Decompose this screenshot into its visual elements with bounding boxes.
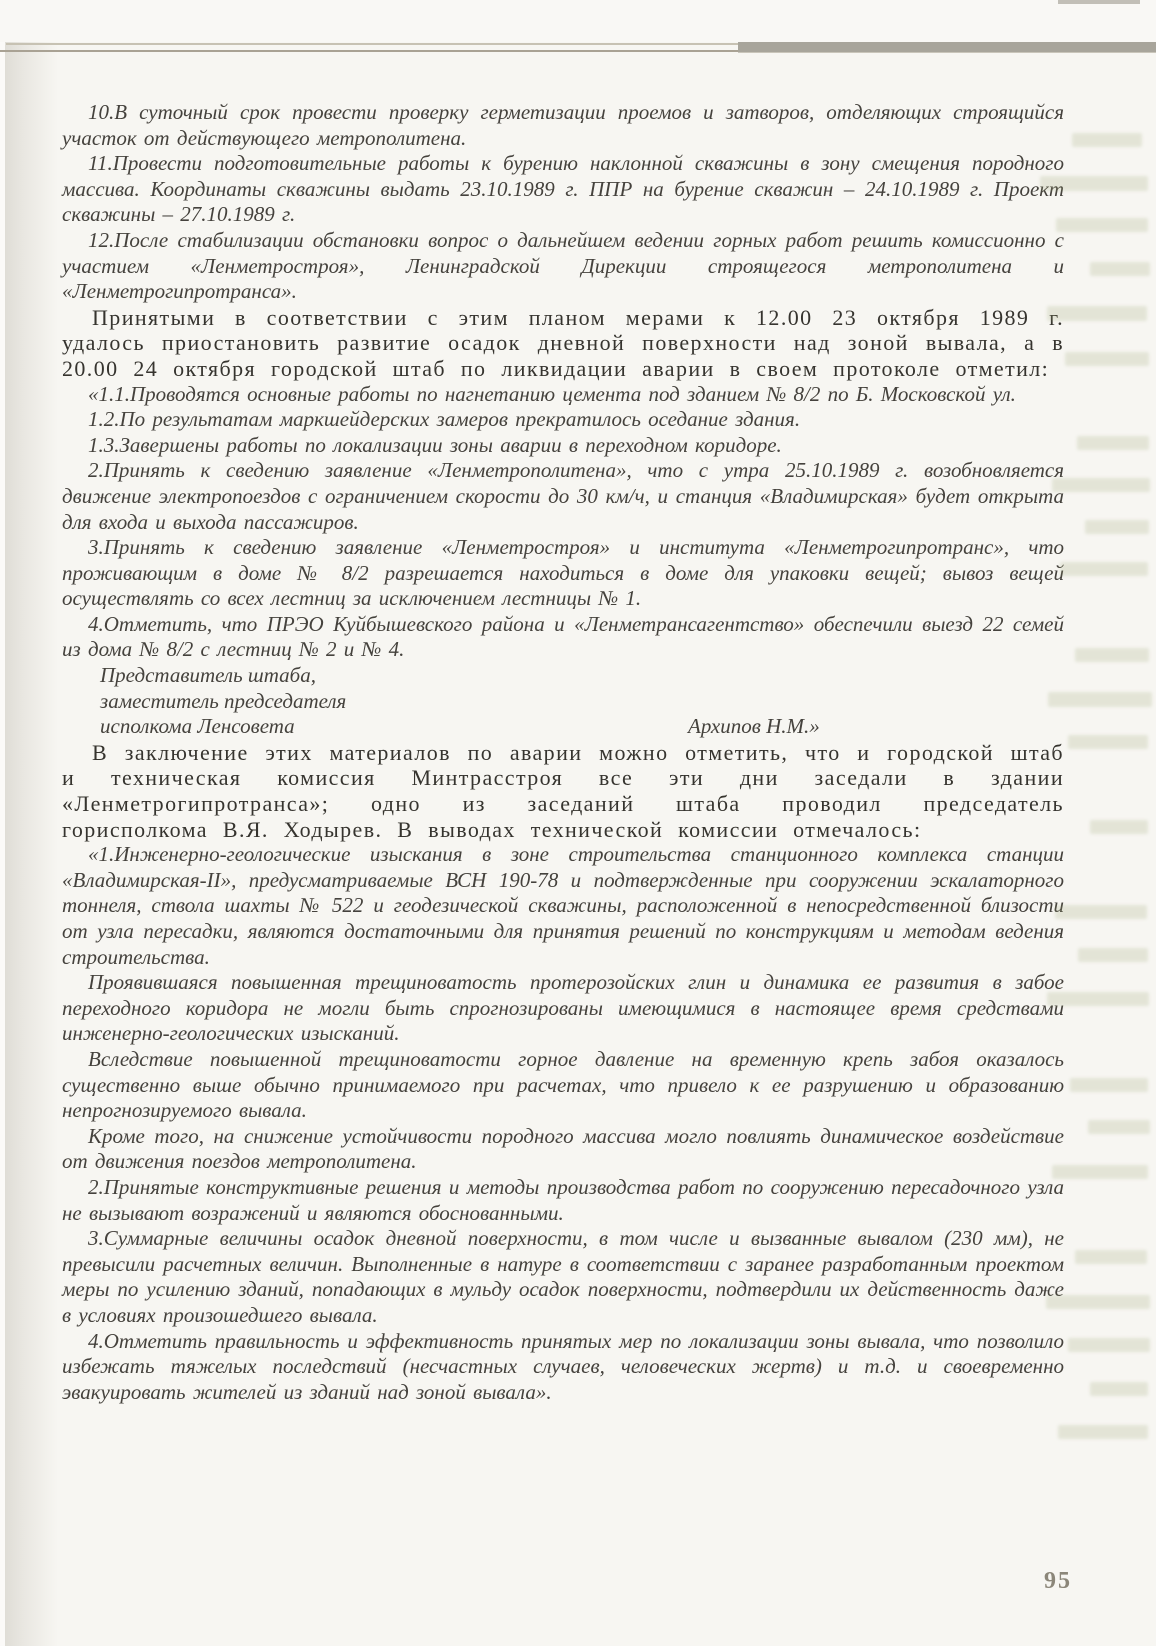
paragraph-conclusion-4: 4.Отметить правильность и эффективность принятых мер по локализации зоны вывала, что позволило избежать тяжелых последствий (несчастных случаев, человеческих жертв) и т.д. и своевременно эвакуировать жителей из зданий над зоной вывала». [62,1328,1064,1404]
bleed-through-mark [1072,133,1142,147]
bleed-through-mark [1070,1078,1148,1092]
paragraph-narrative-2: В заключение этих материалов по аварии можно отметить, что и городской штаб и техническая комиссия Минтрасстроя все эти дни заседали в здании «Ленметрогипротранса»; одно из заседаний штаба проводил председатель горисполкома В.Я. Ходырев. В выводах технической комиссии отмечалось: [62,739,1064,842]
bleed-through-mark [1040,176,1148,191]
header-rule-band [738,42,1156,52]
bleed-through-mark [1090,1382,1148,1396]
bleed-through-mark [1047,992,1149,1006]
bleed-through-mark [1075,1250,1147,1264]
paragraph-conclusion-3: 3.Суммарные величины осадок дневной поверхности, в том числе и вызванные вывалом (230 мм), не превысили расчетных величин. Выполненные в натуре в соответствии с заранее разработанным проектом меры по усилению зданий, попадающих в мульду осадок поверхности, подтвердили их действенность даже в условиях произошедшего вывала. [62,1226,1064,1327]
bleed-through-mark [1075,648,1149,662]
paragraph-item-11: 11.Провести подготовительные работы к бурению наклонной скважины в зону смещения породного массива. Координаты скважины выдать 23.10.1989 г. ППР на бурение скважин – 24.10.1989 г. Проект скважины – 27.10.1989 г. [62,151,1064,227]
header-rule-thin-upper [6,43,738,45]
bleed-through-mark [1056,218,1148,232]
page-curl-shadow [0,0,58,1646]
bleed-through-mark [1060,562,1148,576]
signature-line: Представитель штаба, [100,663,316,688]
scan-corner-mark [1058,0,1140,4]
paragraph-narrative-1: Принятыми в соответствии с этим планом мерами к 12.00 23 октября 1989 г. удалось приостановить развитие осадок дневной поверхности над зоной вывала, а в 20.00 24 октября городской штаб по ликвидации аварии в своем протоколе отметил: [62,304,1064,381]
paragraph-protocol-1-3: 1.3.Завершены работы по локализации зоны аварии в переходном коридоре. [88,432,782,457]
paragraph-protocol-2: 2.Принять к сведению заявление «Ленметрополитена», что с утра 25.10.1989 г. возобновляется движение электропоездов с ограничением скорости до 30 км/ч, и станция «Владимирская» будет открыта для входа и выхода пассажиров. [62,458,1064,534]
bleed-through-mark [1090,262,1150,276]
paragraph-conclusion-1c: Кроме того, на снижение устойчивости породного массива могло повлиять динамическое воздействие от движения поездов метрополитена. [62,1123,1064,1174]
bleed-through-mark [1068,735,1148,749]
bleed-through-mark [1052,478,1150,492]
signature-block [100,663,1064,740]
bleed-through-mark [1047,306,1147,321]
page-top-margin [0,0,1156,42]
text-column [62,100,1064,1405]
bleed-through-mark [1052,1165,1148,1179]
page-number: 95 [1044,1568,1072,1594]
signature-line-with-name [100,714,1064,740]
paragraph-conclusion-1a: Проявившаяся повышенная трещиноватость протерозойских глин и динамика ее развития в забое переходного коридора не могли быть спрогнозированы имеющимися в настоящее время средствами инженерно-геологических изысканий. [62,970,1064,1046]
bleed-through-mark [1046,1295,1150,1309]
paragraph-protocol-1-2: 1.2.По результатам маркшейдерских замеров прекратилось оседание здания. [88,407,801,432]
paragraph-item-10: 10.В суточный срок провести проверку герметизации проемов и затворов, отделяющих строящийся участок от действующего метрополитена. [62,100,1064,150]
bleed-through-mark [1090,820,1148,834]
bleed-through-mark [1085,520,1149,534]
bleed-through-mark [1077,436,1149,450]
bleed-through-mark [1058,1425,1148,1439]
signature-title: исполкома Ленсовета [100,714,295,739]
bleed-through-mark [1068,1338,1150,1352]
page-edge-highlight [0,0,5,1646]
bleed-through-mark [1055,905,1147,919]
paragraph-conclusion-1: «1.Инженерно-геологические изыскания в зоне строительства станционного комплекса станции «Владимирская-II», предусматриваемые ВСН 190-78 и подтвержденные при сооружении эскалаторного тоннеля, ствола шахты № 522 и геодезической скважины, расположенной в непосредственной близости от узла пересадки, являются достаточными для принятия решений по конструкциям и методам ведения строительства. [62,842,1064,969]
bleed-through-mark [1078,948,1148,962]
bleed-through-mark [1048,692,1152,707]
signature-line: заместитель председателя [100,688,347,713]
signature-name: Архипов Н.М.» [688,714,820,739]
paragraph-protocol-1-1: «1.1.Проводятся основные работы по нагнетанию цемента под зданием № 8/2 по Б. Московской ул. [88,381,1016,406]
paragraph-conclusion-1b: Вследствие повышенной трещиноватости горное давление на временную крепь забоя оказалось существенно выше обычно принимаемого при расчетах, что привело к ее разрушению и образованию непрогнозируемого вывала. [62,1046,1064,1123]
paragraph-protocol-4: 4.Отметить, что ПРЭО Куйбышевского района и «Ленметрансагентство» обеспечили выезд 22 семей из дома № 8/2 с лестниц № 2 и № 4. [62,611,1064,662]
bleed-through-mark [1088,1120,1150,1134]
paragraph-conclusion-2: 2.Принятые конструктивные решения и методы производства работ по сооружению пересадочного узла не вызывают возражений и являются обоснованными. [62,1174,1064,1225]
paragraph-item-12: 12.После стабилизации обстановки вопрос о дальнейшем ведении горных работ решить комиссионно с участием «Ленметростроя», Ленинградской Дирекции строящегося метрополитена и «Ленметрогипротранса». [62,227,1064,304]
bleed-through-mark [1065,352,1149,366]
paragraph-protocol-3: 3.Принять к сведению заявление «Ленметростроя» и института «Ленметрогипротранс», что проживающим в доме № 8/2 разрешается находиться в доме для упаковки вещей; вывоз вещей осуществлять со всех лестниц за исключением лестницы № 1. [62,535,1064,611]
